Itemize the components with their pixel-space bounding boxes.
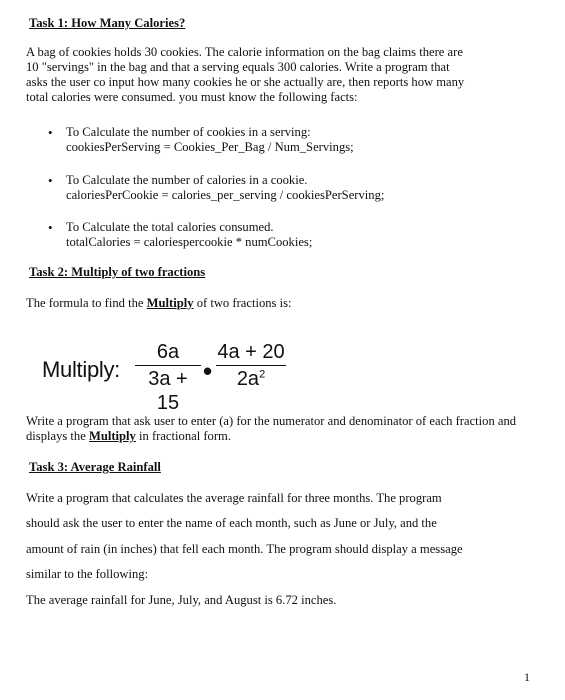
list-item (48, 125, 518, 155)
bullet-text: To Calculate the total calories consumed. (66, 220, 274, 234)
bullet-formula: cookiesPerServing = Cookies_Per_Bag / Num_Servings; (66, 140, 354, 155)
fraction-bar (216, 365, 286, 366)
task1-line: A bag of cookies holds 30 cookies. The calorie information on the bag claims there are (26, 45, 463, 59)
task1-bullet-list (48, 125, 518, 155)
fraction-1-denominator: 3a + 15 (148, 368, 188, 414)
task2-desc-bold: Multiply (88, 429, 136, 444)
multiply-operator: • (203, 356, 213, 386)
task3-title: Task 3: Average Rainfall (29, 460, 161, 474)
bullet-text: To Calculate the number of calories in a cookie. (66, 173, 308, 187)
formula-label: Multiply: (42, 357, 120, 382)
list-item (48, 173, 518, 203)
task2-description (26, 414, 556, 444)
task1-line: total calories were consumed. you must know the following facts: (26, 90, 358, 105)
fraction-2-numerator: 4a + 20 (217, 341, 285, 363)
bullet-formula: caloriesPerCookie = calories_per_serving / cookiesPerServing; (66, 188, 385, 203)
fraction-2 (216, 340, 286, 391)
task1-line: 10 "servings" in the bag and that a serving equals 300 calories. Write a program that (26, 60, 450, 75)
task2-intro (26, 296, 526, 311)
task3-line: Write a program that calculates the average rainfall for three months. The program (26, 491, 442, 505)
task1-bullet-list (48, 173, 518, 203)
task2-desc-after: in fractional form. (135, 429, 231, 444)
task3-paragraph (26, 491, 526, 618)
task2-intro-bold: Multiply (146, 296, 194, 310)
bullet-text: To Calculate the number of cookies in a serving: (66, 125, 311, 139)
page-number: 1 (524, 670, 530, 684)
task3-line: amount of rain (in inches) that fell each month. The program should display a message (26, 541, 463, 556)
fraction-2-den-exponent: 2 (259, 368, 266, 381)
task3-line: The average rainfall for June, July, and August is 6.72 inches. (26, 592, 337, 607)
task2-desc-line (26, 429, 556, 444)
fraction-2-den-base: 2a (236, 368, 260, 390)
bullet-icon: • (48, 220, 53, 235)
fraction-1 (135, 340, 201, 415)
task1-line: asks the user co input how many cookies he or she actually are, then reports how many (26, 75, 465, 90)
task1-bullet-list (48, 220, 518, 250)
task2-desc-line: Write a program that ask user to enter (a) for the numerator and denominator of each fraction and (26, 414, 517, 428)
task3-line: should ask the user to enter the name of each month, such as June or July, and the (26, 516, 437, 531)
fraction-bar (135, 365, 201, 366)
fraction-2-denominator (216, 367, 286, 391)
fraction-1-numerator: 6a (156, 341, 180, 363)
task1-paragraph (26, 45, 526, 105)
multiply-formula (40, 338, 300, 414)
task2-desc-before: displays the (26, 429, 89, 444)
task2-title: Task 2: Multiply of two fractions (29, 265, 206, 279)
list-item (48, 220, 518, 250)
task2-intro-before: The formula to find the (26, 296, 147, 310)
bullet-icon: • (48, 125, 53, 140)
bullet-icon: • (48, 173, 53, 188)
bullet-formula: totalCalories = caloriespercookie * numCookies; (66, 235, 313, 250)
task2-intro-after: of two fractions is: (193, 296, 292, 310)
task1-title: Task 1: How Many Calories? (29, 16, 186, 30)
task3-line: similar to the following: (26, 567, 149, 582)
